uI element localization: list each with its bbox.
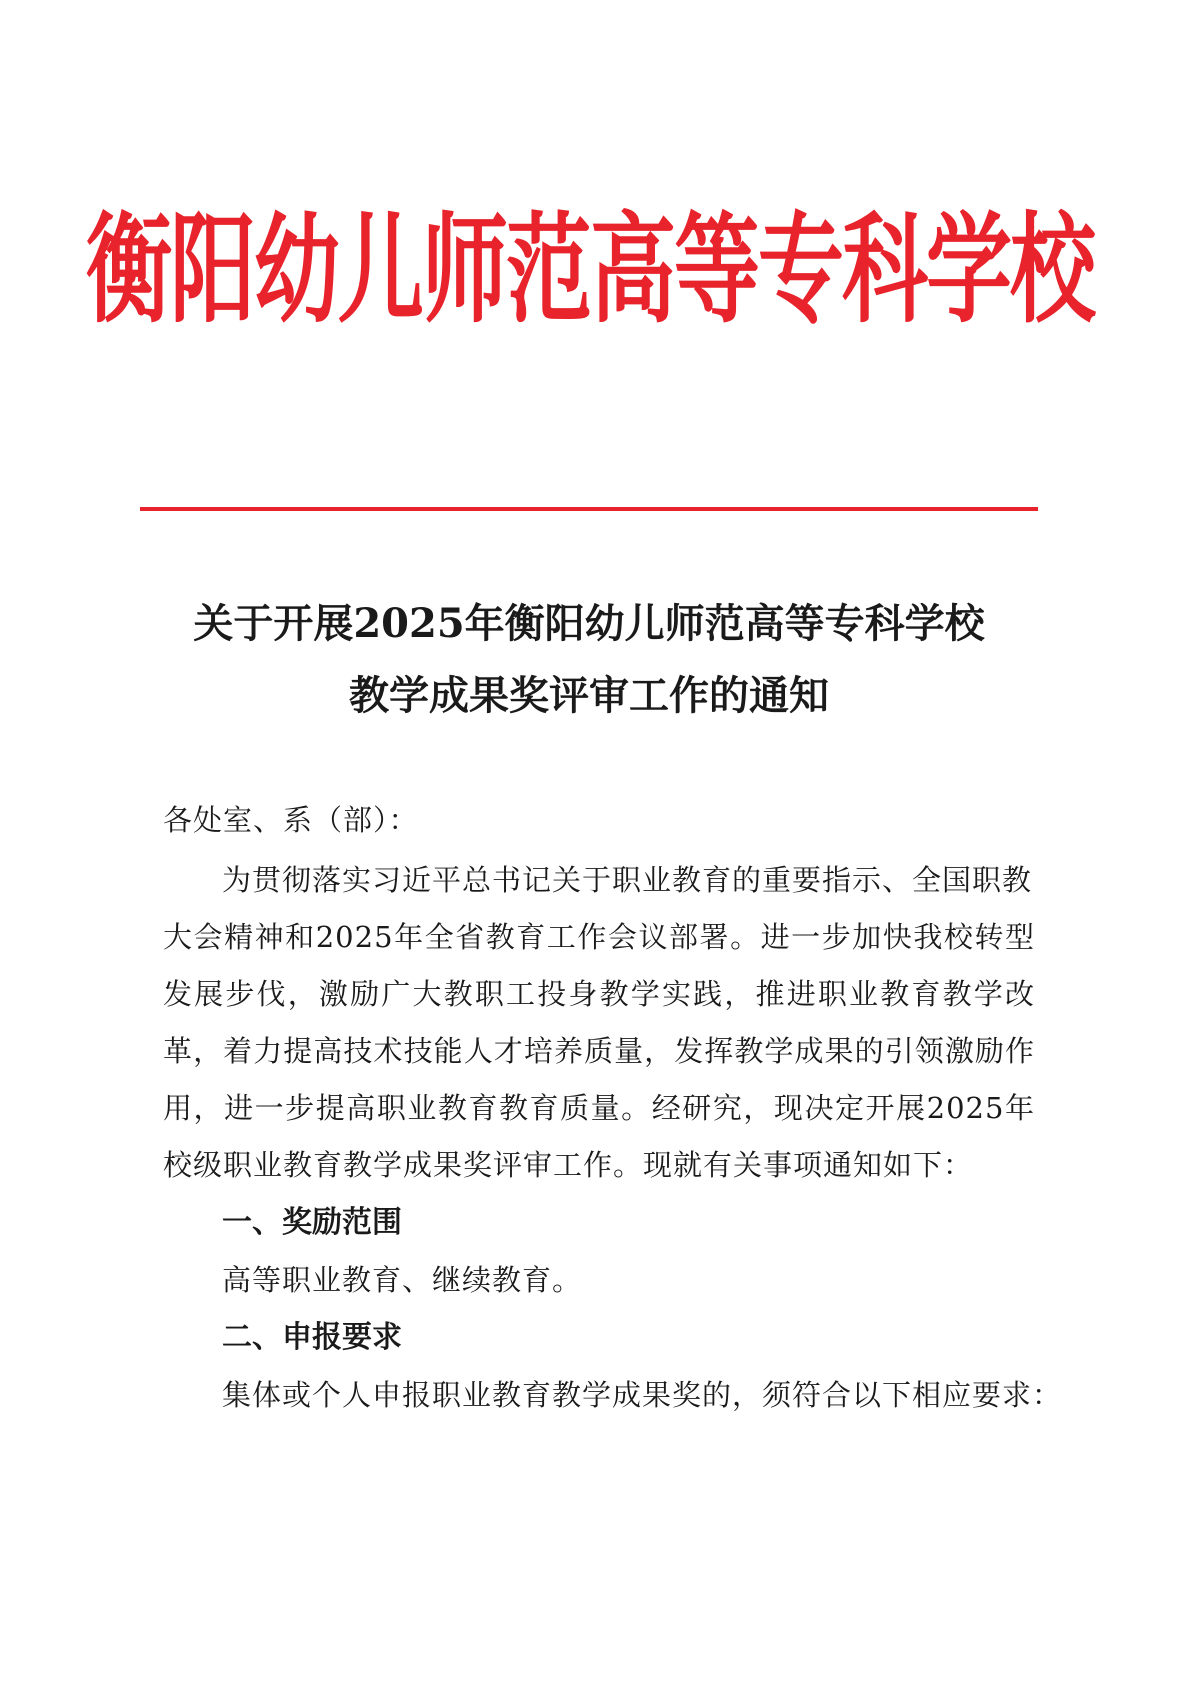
intro-line: 为贯彻落实习近平总书记关于职业教育的重要指示、全国职教 xyxy=(222,863,1033,897)
notice-title-line-1: 关于开展2025年衡阳幼儿师范高等专科学校 xyxy=(193,600,985,647)
intro-line: 用，进一步提高职业教育教育质量。经研究，现决定开展2025年 xyxy=(163,1091,1035,1125)
notice-title-line-2: 教学成果奖评审工作的通知 xyxy=(349,672,829,719)
section-2-heading: 二、申报要求 xyxy=(222,1320,402,1355)
salutation: 各处室、系（部）： xyxy=(163,803,419,837)
intro-line: 发展步伐，激励广大教职工投身教学实践，推进职业教育教学改 xyxy=(163,977,1035,1011)
masthead-school-name: 衡阳幼儿师范高等专科学校 xyxy=(86,200,1094,340)
section-1-heading: 一、奖励范围 xyxy=(222,1205,402,1240)
intro-line: 校级职业教育教学成果奖评审工作。现就有关事项通知如下： xyxy=(163,1148,974,1182)
intro-line: 大会精神和2025年全省教育工作会议部署。进一步加快我校转型 xyxy=(163,920,1035,954)
masthead xyxy=(86,196,1094,346)
red-divider-line xyxy=(140,507,1038,511)
section-2-text: 集体或个人申报职业教育教学成果奖的，须符合以下相应要求： xyxy=(222,1378,1063,1412)
section-1-text: 高等职业教育、继续教育。 xyxy=(222,1263,583,1297)
intro-line: 革，着力提高技术技能人才培养质量，发挥教学成果的引领激励作 xyxy=(163,1034,1035,1068)
